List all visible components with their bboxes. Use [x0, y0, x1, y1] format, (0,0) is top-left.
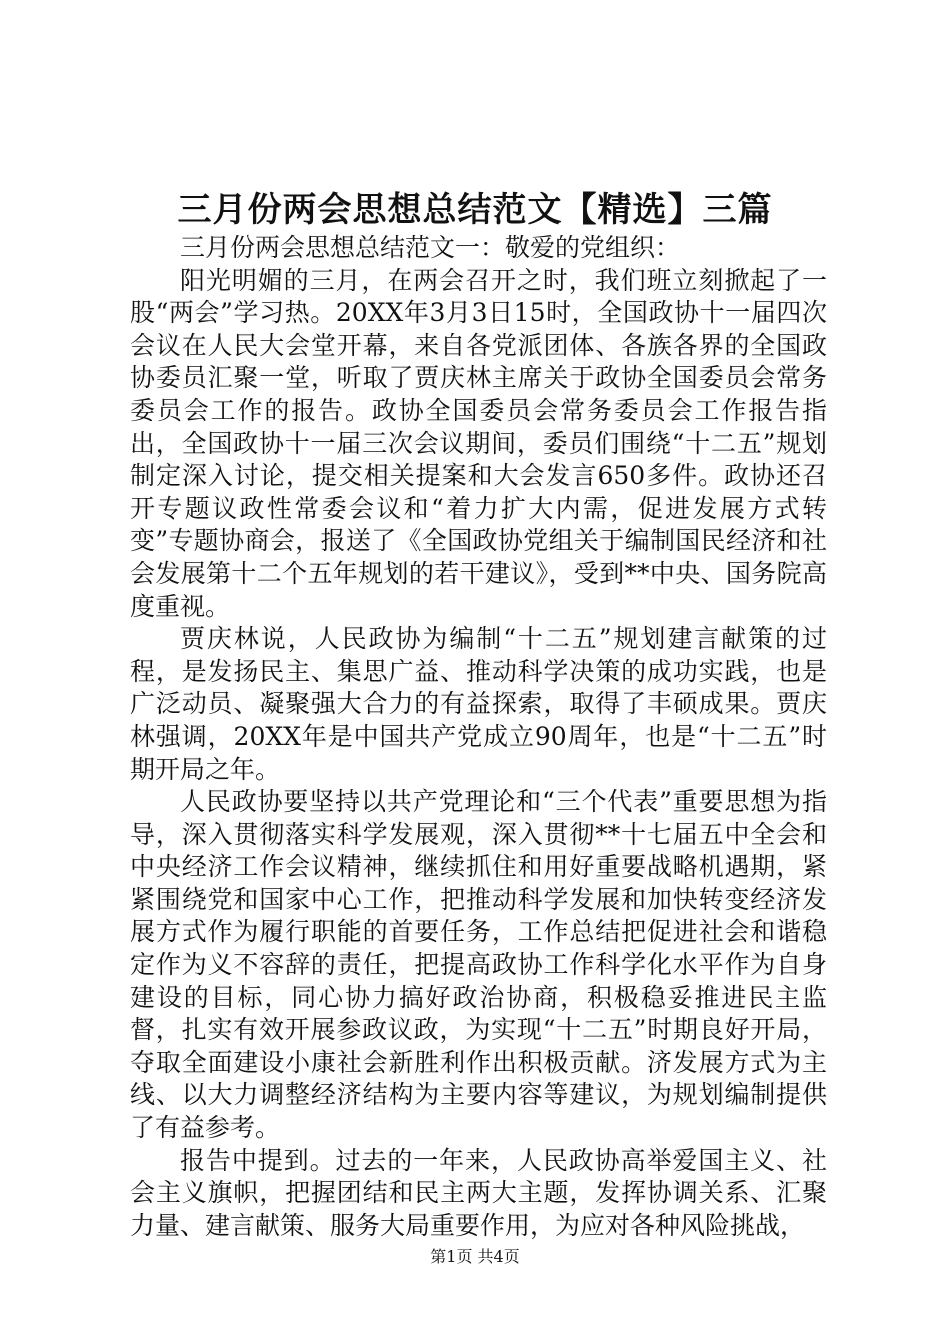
- paragraph: 报告中提到。过去的一年来，人民政协高举爱国主义、社会主义旗帜，把握团结和民主两大主题，发挥协调关系、汇聚力量、建言献策、服务大局重要作用，为应对各种风险挑战，: [130, 1145, 827, 1240]
- paragraph: 三月份两会思想总结范文一：敬爱的党组织：: [180, 233, 681, 262]
- document-title: 三月份两会思想总结范文【精选】三篇: [177, 190, 773, 230]
- paragraph: 阳光明媚的三月，在两会召开之时，我们班立刻掀起了一股“两会”学习热。20XX年3月3日15时，全国政协十一届四次会议在人民大会堂开幕，来自各党派团体、各族各界的全国政协委员汇聚一堂，听取了贾庆林主席关于政协全国委员会常务委员会工作的报告。政协全国委员会常务委员会工作报告指出，全国政协十一届三次会议期间，委员们围绕“十二五”规划制定深入讨论，提交相关提案和大会发言650多件。政协还召开专题议政性常委会议和“着力扩大内需，促进发展方式转变”专题协商会，报送了《全国政协党组关于编制国民经济和社会发展第十二个五年规划的若干建议》，受到**中央、国务院高度重视。: [130, 265, 827, 621]
- document-body: [130, 232, 827, 1242]
- page-footer: 第1页 共4页: [430, 1247, 520, 1266]
- paragraph: 人民政协要坚持以共产党理论和“三个代表”重要思想为指导，深入贯彻落实科学发展观，深入贯彻**十七届五中全会和中央经济工作会议精神，继续抓住和用好重要战略机遇期，紧紧围绕党和国家中心工作，把推动科学发展和加快转变经济发展方式作为履行职能的首要任务，工作总结把促进社会和谐稳定作为义不容辞的责任，把提高政协工作科学化水平作为自身建设的目标，同心协力搞好政治协商，积极稳妥推进民主监督，扎实有效开展参政议政，为实现“十二五”时期良好开局，夺取全面建设小康社会新胜利作出积极贡献。济发展方式为主线、以大力调整经济结构为主要内容等建议，为规划编制提供了有益参考。: [130, 787, 827, 1143]
- paragraph: 贾庆林说，人民政协为编制“十二五”规划建言献策的过程，是发扬民主、集思广益、推动科学决策的成功实践，也是广泛动员、凝聚强大合力的有益探索，取得了丰硕成果。贾庆林强调，20XX年是中国共产党成立90周年，也是“十二五”时期开局之年。: [130, 624, 827, 784]
